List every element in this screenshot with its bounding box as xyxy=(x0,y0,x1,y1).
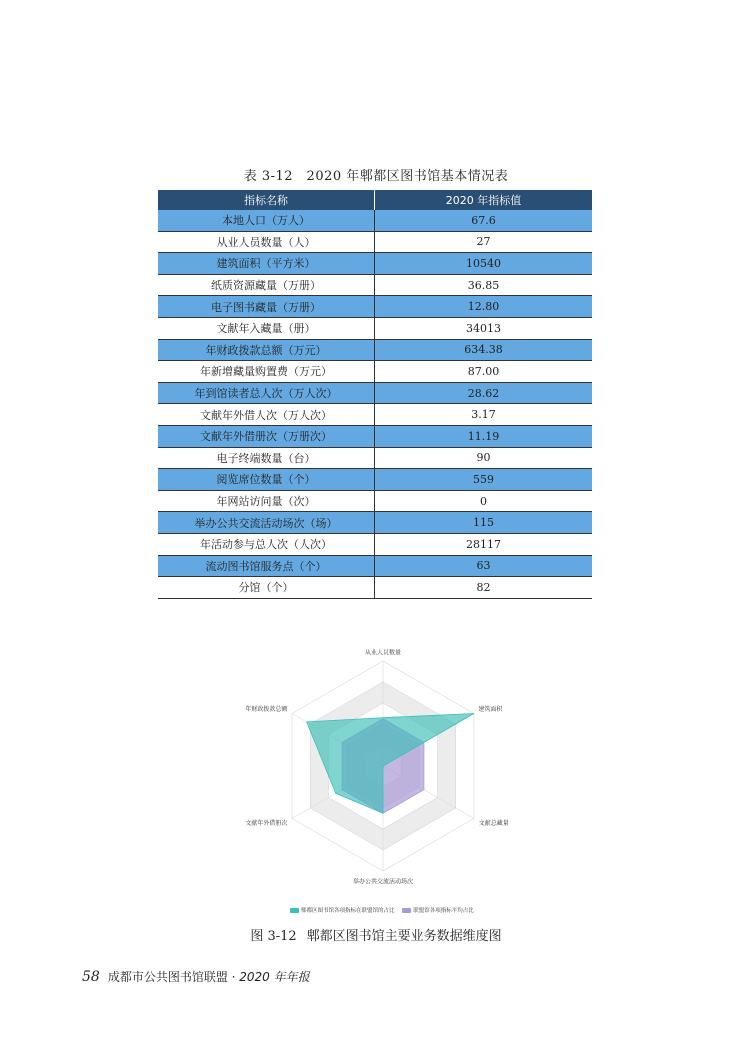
indicator-value-cell: 87.00 xyxy=(375,361,593,383)
indicator-value-cell: 11.19 xyxy=(375,425,593,447)
library-stats-table xyxy=(158,190,592,599)
chart-legend xyxy=(290,906,480,914)
table-header-row xyxy=(158,190,592,210)
indicator-name-cell: 从业人员数量（人） xyxy=(158,231,375,253)
indicator-value-cell: 36.85 xyxy=(375,274,593,296)
table-row xyxy=(158,382,592,404)
indicator-value-cell: 115 xyxy=(375,512,593,534)
table-row xyxy=(158,339,592,361)
legend-label-average: 联盟馆各项指标平均占比 xyxy=(413,908,474,914)
indicator-name-cell: 流动图书馆服务点（个） xyxy=(158,555,375,577)
indicator-name-cell: 举办公共交流活动场次（场） xyxy=(158,512,375,534)
indicator-value-cell: 634.38 xyxy=(375,339,593,361)
table-row xyxy=(158,447,592,469)
table-row xyxy=(158,274,592,296)
indicator-name-cell: 电子终端数量（台） xyxy=(158,447,375,469)
indicator-value-cell: 63 xyxy=(375,555,593,577)
radar-axis-label: 从业人员数量 xyxy=(364,649,402,657)
table-row xyxy=(158,210,592,231)
header-indicator-name: 指标名称 xyxy=(158,190,375,210)
radar-axis-label: 年财政拨款总额 xyxy=(245,705,288,713)
indicator-name-cell: 年财政拨款总额（万元） xyxy=(158,339,375,361)
table-row xyxy=(158,555,592,577)
indicator-name-cell: 年到馆读者总人次（万人次） xyxy=(158,382,375,404)
indicator-value-cell: 28.62 xyxy=(375,382,593,404)
radar-svg xyxy=(220,628,550,918)
indicator-name-cell: 纸质资源藏量（万册） xyxy=(158,274,375,296)
indicator-name-cell: 年新增藏量购置费（万元） xyxy=(158,361,375,383)
figure-caption-number: 图 3-12 xyxy=(250,929,297,944)
table-row xyxy=(158,317,592,339)
indicator-value-cell: 34013 xyxy=(375,317,593,339)
indicator-value-cell: 27 xyxy=(375,231,593,253)
table-row xyxy=(158,425,592,447)
radar-axis-label: 举办公共交流活动场次 xyxy=(352,878,414,886)
figure-caption xyxy=(0,925,752,944)
indicator-value-cell: 82 xyxy=(375,577,593,599)
indicator-value-cell: 67.6 xyxy=(375,210,593,231)
indicator-name-cell: 文献年外借册次（万册次） xyxy=(158,425,375,447)
legend-swatch-pidu xyxy=(290,908,299,913)
table-row xyxy=(158,231,592,253)
indicator-value-cell: 90 xyxy=(375,447,593,469)
table-row xyxy=(158,469,592,491)
indicator-name-cell: 电子图书藏量（万册） xyxy=(158,296,375,318)
legend-item-pidu xyxy=(290,908,396,914)
figure-caption-text: 郫都区图书馆主要业务数据维度图 xyxy=(306,929,502,944)
indicator-name-cell: 年活动参与总人次（人次） xyxy=(158,533,375,555)
indicator-value-cell: 12.80 xyxy=(375,296,593,318)
radar-chart xyxy=(220,628,550,918)
page-number: 58 xyxy=(82,969,100,985)
indicator-value-cell: 0 xyxy=(375,490,593,512)
page-footer xyxy=(82,968,310,985)
footer-title: 成都市公共图书馆联盟 · xyxy=(107,970,240,984)
table-row xyxy=(158,404,592,426)
indicator-name-cell: 文献年外借人次（万人次） xyxy=(158,404,375,426)
indicator-name-cell: 分馆（个） xyxy=(158,577,375,599)
table-row xyxy=(158,361,592,383)
table-row xyxy=(158,296,592,318)
indicator-value-cell: 559 xyxy=(375,469,593,491)
table-row xyxy=(158,253,592,275)
table-row xyxy=(158,533,592,555)
legend-item-average xyxy=(402,908,474,914)
header-indicator-value: 2020 年指标值 xyxy=(375,190,593,210)
indicator-name-cell: 本地人口（万人） xyxy=(158,210,375,231)
legend-swatch-average xyxy=(402,908,411,913)
table-title: 表 3-12 2020 年郫都区图书馆基本情况表 xyxy=(243,169,509,184)
footer-year: 2020 年年报 xyxy=(239,970,310,984)
indicator-name-cell: 文献年入藏量（册） xyxy=(158,317,375,339)
legend-label-pidu: 郫都区图书馆各项指标在联盟馆的占比 xyxy=(301,908,395,914)
radar-axis-label: 建筑面积 xyxy=(478,705,503,713)
indicator-name-cell: 年网站访问量（次） xyxy=(158,490,375,512)
indicator-value-cell: 3.17 xyxy=(375,404,593,426)
indicator-name-cell: 阅览席位数量（个） xyxy=(158,469,375,491)
table-row xyxy=(158,577,592,599)
indicator-name-cell: 建筑面积（平方米） xyxy=(158,253,375,275)
table-row xyxy=(158,490,592,512)
table-row xyxy=(158,512,592,534)
radar-axis-label: 文献年外借册次 xyxy=(245,819,288,827)
indicator-value-cell: 28117 xyxy=(375,533,593,555)
indicator-value-cell: 10540 xyxy=(375,253,593,275)
radar-axis-label: 文献总藏量 xyxy=(478,819,509,827)
